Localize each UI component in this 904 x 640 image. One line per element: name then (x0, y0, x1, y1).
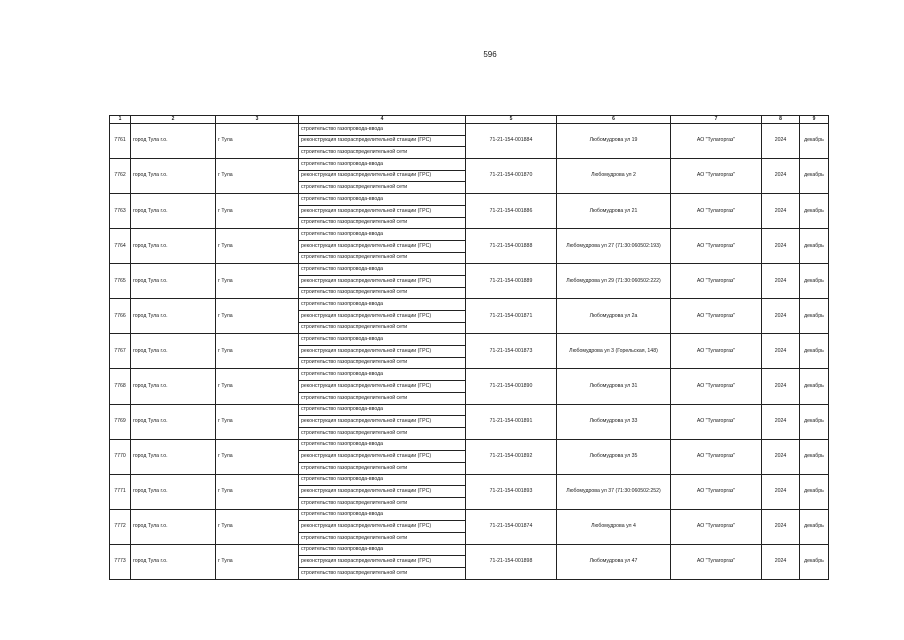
locality-cell: г Тула (216, 124, 299, 159)
table-row (110, 474, 829, 486)
company-cell: АО "Тулагоргаз" (671, 334, 762, 369)
activity-cell: реконструкция газораспределительной станции (ГРС) (299, 311, 466, 323)
activity-cell: реконструкция газораспределительной станции (ГРС) (299, 486, 466, 498)
row-number: 7761 (110, 124, 131, 159)
address-cell: Любомудрова ул 2а (557, 299, 671, 334)
table-row (110, 334, 829, 346)
locality-cell: г Тула (216, 334, 299, 369)
table-row (110, 439, 829, 451)
activity-cell: строительство газораспределительной сети (299, 498, 466, 510)
table-row (110, 404, 829, 416)
activity-cell: строительство газораспределительной сети (299, 147, 466, 159)
locality-cell: г Тула (216, 299, 299, 334)
row-number: 7770 (110, 439, 131, 474)
row-number: 7763 (110, 194, 131, 229)
locality-cell: г Тула (216, 194, 299, 229)
year-cell: 2024 (762, 404, 800, 439)
code-cell: 71-21-154-001888 (466, 229, 557, 264)
month-cell: декабрь (800, 404, 829, 439)
year-cell: 2024 (762, 334, 800, 369)
city-cell: город Тула г.о. (131, 229, 216, 264)
year-cell: 2024 (762, 509, 800, 544)
activity-cell: строительство газопровода-ввода (299, 264, 466, 276)
address-cell: Любомудрова ул 2 (557, 159, 671, 194)
city-cell: город Тула г.о. (131, 124, 216, 159)
year-cell: 2024 (762, 229, 800, 264)
header-cell: 2 (131, 116, 216, 124)
header-cell: 8 (762, 116, 800, 124)
table-row (110, 264, 829, 276)
city-cell: город Тула г.о. (131, 299, 216, 334)
address-cell: Любомудрова ул 3 (Горельская, 148) (557, 334, 671, 369)
year-cell: 2024 (762, 439, 800, 474)
row-number: 7762 (110, 159, 131, 194)
city-cell: город Тула г.о. (131, 439, 216, 474)
table-row (110, 229, 829, 241)
activity-cell: реконструкция газораспределительной станции (ГРС) (299, 346, 466, 358)
activity-cell: строительство газопровода-ввода (299, 124, 466, 136)
table-row (110, 544, 829, 556)
table-row (110, 509, 829, 521)
activity-cell: строительство газораспределительной сети (299, 392, 466, 404)
code-cell: 71-21-154-001873 (466, 334, 557, 369)
city-cell: город Тула г.о. (131, 159, 216, 194)
company-cell: АО "Тулагоргаз" (671, 264, 762, 299)
city-cell: город Тула г.о. (131, 474, 216, 509)
activity-cell: реконструкция газораспределительной станции (ГРС) (299, 275, 466, 287)
address-cell: Любомудрова ул 29 (71:30:060502:222) (557, 264, 671, 299)
month-cell: декабрь (800, 299, 829, 334)
activity-cell: строительство газораспределительной сети (299, 533, 466, 545)
activity-cell: реконструкция газораспределительной станции (ГРС) (299, 240, 466, 252)
city-cell: город Тула г.о. (131, 264, 216, 299)
activity-cell: строительство газопровода-ввода (299, 299, 466, 311)
month-cell: декабрь (800, 474, 829, 509)
company-cell: АО "Тулагоргаз" (671, 229, 762, 264)
activity-cell: реконструкция газораспределительной станции (ГРС) (299, 381, 466, 393)
activity-cell: строительство газопровода-ввода (299, 404, 466, 416)
code-cell: 71-21-154-001889 (466, 264, 557, 299)
address-cell: Любомудрова ул 4 (557, 509, 671, 544)
code-cell: 71-21-154-001871 (466, 299, 557, 334)
table-row (110, 369, 829, 381)
activity-cell: строительство газораспределительной сети (299, 287, 466, 299)
activity-cell: строительство газораспределительной сети (299, 462, 466, 474)
city-cell: город Тула г.о. (131, 369, 216, 404)
header-cell: 1 (110, 116, 131, 124)
address-cell: Любомудрова ул 19 (557, 124, 671, 159)
locality-cell: г Тула (216, 404, 299, 439)
month-cell: декабрь (800, 194, 829, 229)
row-number: 7766 (110, 299, 131, 334)
activity-cell: строительство газораспределительной сети (299, 217, 466, 229)
company-cell: АО "Тулагоргаз" (671, 474, 762, 509)
row-number: 7764 (110, 229, 131, 264)
year-cell: 2024 (762, 194, 800, 229)
activity-cell: строительство газопровода-ввода (299, 334, 466, 346)
row-number: 7769 (110, 404, 131, 439)
address-cell: Любомудрова ул 21 (557, 194, 671, 229)
year-cell: 2024 (762, 369, 800, 404)
row-number: 7772 (110, 509, 131, 544)
header-cell: 6 (557, 116, 671, 124)
year-cell: 2024 (762, 124, 800, 159)
activity-cell: строительство газопровода-ввода (299, 509, 466, 521)
address-cell: Любомудрова ул 33 (557, 404, 671, 439)
code-cell: 71-21-154-001884 (466, 124, 557, 159)
table-row (110, 194, 829, 206)
year-cell: 2024 (762, 474, 800, 509)
row-number: 7765 (110, 264, 131, 299)
company-cell: АО "Тулагоргаз" (671, 124, 762, 159)
year-cell: 2024 (762, 299, 800, 334)
locality-cell: г Тула (216, 264, 299, 299)
activity-cell: строительство газораспределительной сети (299, 182, 466, 194)
city-cell: город Тула г.о. (131, 544, 216, 579)
locality-cell: г Тула (216, 159, 299, 194)
locality-cell: г Тула (216, 439, 299, 474)
month-cell: декабрь (800, 544, 829, 579)
company-cell: АО "Тулагоргаз" (671, 159, 762, 194)
locality-cell: г Тула (216, 369, 299, 404)
company-cell: АО "Тулагоргаз" (671, 194, 762, 229)
company-cell: АО "Тулагоргаз" (671, 439, 762, 474)
page-number: 596 (483, 50, 497, 59)
activity-cell: реконструкция газораспределительной станции (ГРС) (299, 135, 466, 147)
activity-cell: строительство газопровода-ввода (299, 194, 466, 206)
address-cell: Любомудрова ул 37 (71:30:060502:252) (557, 474, 671, 509)
activity-cell: строительство газораспределительной сети (299, 568, 466, 580)
table-row (110, 159, 829, 171)
month-cell: декабрь (800, 369, 829, 404)
code-cell: 71-21-154-001886 (466, 194, 557, 229)
row-number: 7768 (110, 369, 131, 404)
table-row (110, 124, 829, 136)
activity-cell: строительство газораспределительной сети (299, 322, 466, 334)
code-cell: 71-21-154-001891 (466, 404, 557, 439)
header-cell: 4 (299, 116, 466, 124)
code-cell: 71-21-154-001898 (466, 544, 557, 579)
header-cell: 3 (216, 116, 299, 124)
city-cell: город Тула г.о. (131, 509, 216, 544)
city-cell: город Тула г.о. (131, 194, 216, 229)
address-cell: Любомудрова ул 47 (557, 544, 671, 579)
activity-cell: реконструкция газораспределительной станции (ГРС) (299, 170, 466, 182)
year-cell: 2024 (762, 159, 800, 194)
table-row (110, 299, 829, 311)
activity-cell: строительство газопровода-ввода (299, 369, 466, 381)
company-cell: АО "Тулагоргаз" (671, 509, 762, 544)
activity-cell: реконструкция газораспределительной станции (ГРС) (299, 416, 466, 428)
activity-cell: строительство газораспределительной сети (299, 357, 466, 369)
code-cell: 71-21-154-001892 (466, 439, 557, 474)
month-cell: декабрь (800, 159, 829, 194)
month-cell: декабрь (800, 264, 829, 299)
activity-cell: строительство газопровода-ввода (299, 544, 466, 556)
activity-cell: строительство газопровода-ввода (299, 159, 466, 171)
month-cell: декабрь (800, 124, 829, 159)
company-cell: АО "Тулагоргаз" (671, 369, 762, 404)
locality-cell: г Тула (216, 474, 299, 509)
activity-cell: реконструкция газораспределительной станции (ГРС) (299, 521, 466, 533)
gasification-table (109, 115, 829, 580)
locality-cell: г Тула (216, 229, 299, 264)
month-cell: декабрь (800, 439, 829, 474)
city-cell: город Тула г.о. (131, 404, 216, 439)
row-number: 7773 (110, 544, 131, 579)
activity-cell: строительство газопровода-ввода (299, 439, 466, 451)
header-row (110, 116, 829, 124)
locality-cell: г Тула (216, 509, 299, 544)
month-cell: декабрь (800, 229, 829, 264)
row-number: 7767 (110, 334, 131, 369)
locality-cell: г Тула (216, 544, 299, 579)
activity-cell: реконструкция газораспределительной станции (ГРС) (299, 451, 466, 463)
header-cell: 9 (800, 116, 829, 124)
code-cell: 71-21-154-001893 (466, 474, 557, 509)
activity-cell: реконструкция газораспределительной станции (ГРС) (299, 205, 466, 217)
month-cell: декабрь (800, 334, 829, 369)
company-cell: АО "Тулагоргаз" (671, 544, 762, 579)
activity-cell: строительство газопровода-ввода (299, 229, 466, 241)
activity-cell: строительство газораспределительной сети (299, 252, 466, 264)
year-cell: 2024 (762, 264, 800, 299)
code-cell: 71-21-154-001890 (466, 369, 557, 404)
month-cell: декабрь (800, 509, 829, 544)
year-cell: 2024 (762, 544, 800, 579)
header-cell: 5 (466, 116, 557, 124)
address-cell: Любомудрова ул 35 (557, 439, 671, 474)
activity-cell: строительство газопровода-ввода (299, 474, 466, 486)
company-cell: АО "Тулагоргаз" (671, 299, 762, 334)
header-cell: 7 (671, 116, 762, 124)
activity-cell: реконструкция газораспределительной станции (ГРС) (299, 556, 466, 568)
code-cell: 71-21-154-001870 (466, 159, 557, 194)
address-cell: Любомудрова ул 27 (71:30:060502:193) (557, 229, 671, 264)
row-number: 7771 (110, 474, 131, 509)
address-cell: Любомудрова ул 31 (557, 369, 671, 404)
company-cell: АО "Тулагоргаз" (671, 404, 762, 439)
table-body (110, 124, 829, 580)
city-cell: город Тула г.о. (131, 334, 216, 369)
activity-cell: строительство газораспределительной сети (299, 427, 466, 439)
code-cell: 71-21-154-001874 (466, 509, 557, 544)
